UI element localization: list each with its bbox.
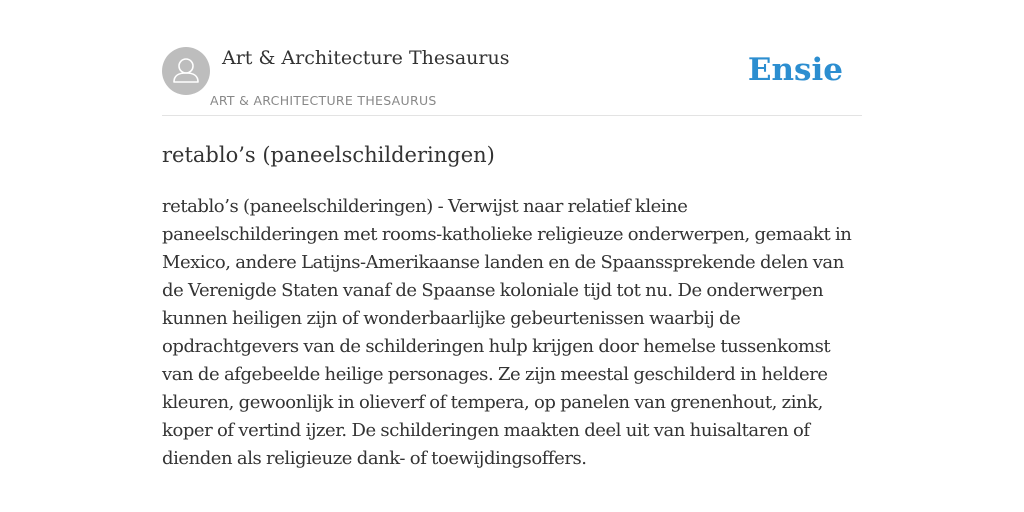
entry-definition: retablo’s (paneelschilderingen) - Verwijst naar relatief kleine paneelschilderingen met rooms-katholieke religieuze onderwerpen, gemaakt in Mexico, andere Latijns-Amerikaanse landen en de Spaanssprekende delen van de Verenigde Staten vanaf de Spaanse koloniale tijd tot nu. De onderwerpen kunnen heiligen zijn of wonderbaarlijke gebeurtenissen waarbij de opdrachtgevers van de schilderingen hulp krijgen door hemelse tussenkomst van de afgebeelde heilige personages. Ze zijn meestal geschilderd in heldere kleuren, gewoonlijk in olieverf of tempera, op panelen van grenenhout, zink, koper of vertind ijzer. De schilderingen maakten deel uit van huisaltaren of dienden als religieuze dank- of toewijdingsoffers.	[162, 196, 852, 469]
source-avatar[interactable]	[162, 47, 210, 95]
source-title[interactable]: Art & Architecture Thesaurus	[222, 47, 510, 69]
source-subtitle[interactable]: ART & ARCHITECTURE THESAURUS	[210, 93, 437, 108]
entry-title: retablo’s (paneelschilderingen)	[162, 143, 495, 167]
user-icon	[162, 47, 210, 95]
entry-header	[162, 46, 862, 116]
ensie-logo[interactable]: Ensie	[747, 52, 843, 88]
